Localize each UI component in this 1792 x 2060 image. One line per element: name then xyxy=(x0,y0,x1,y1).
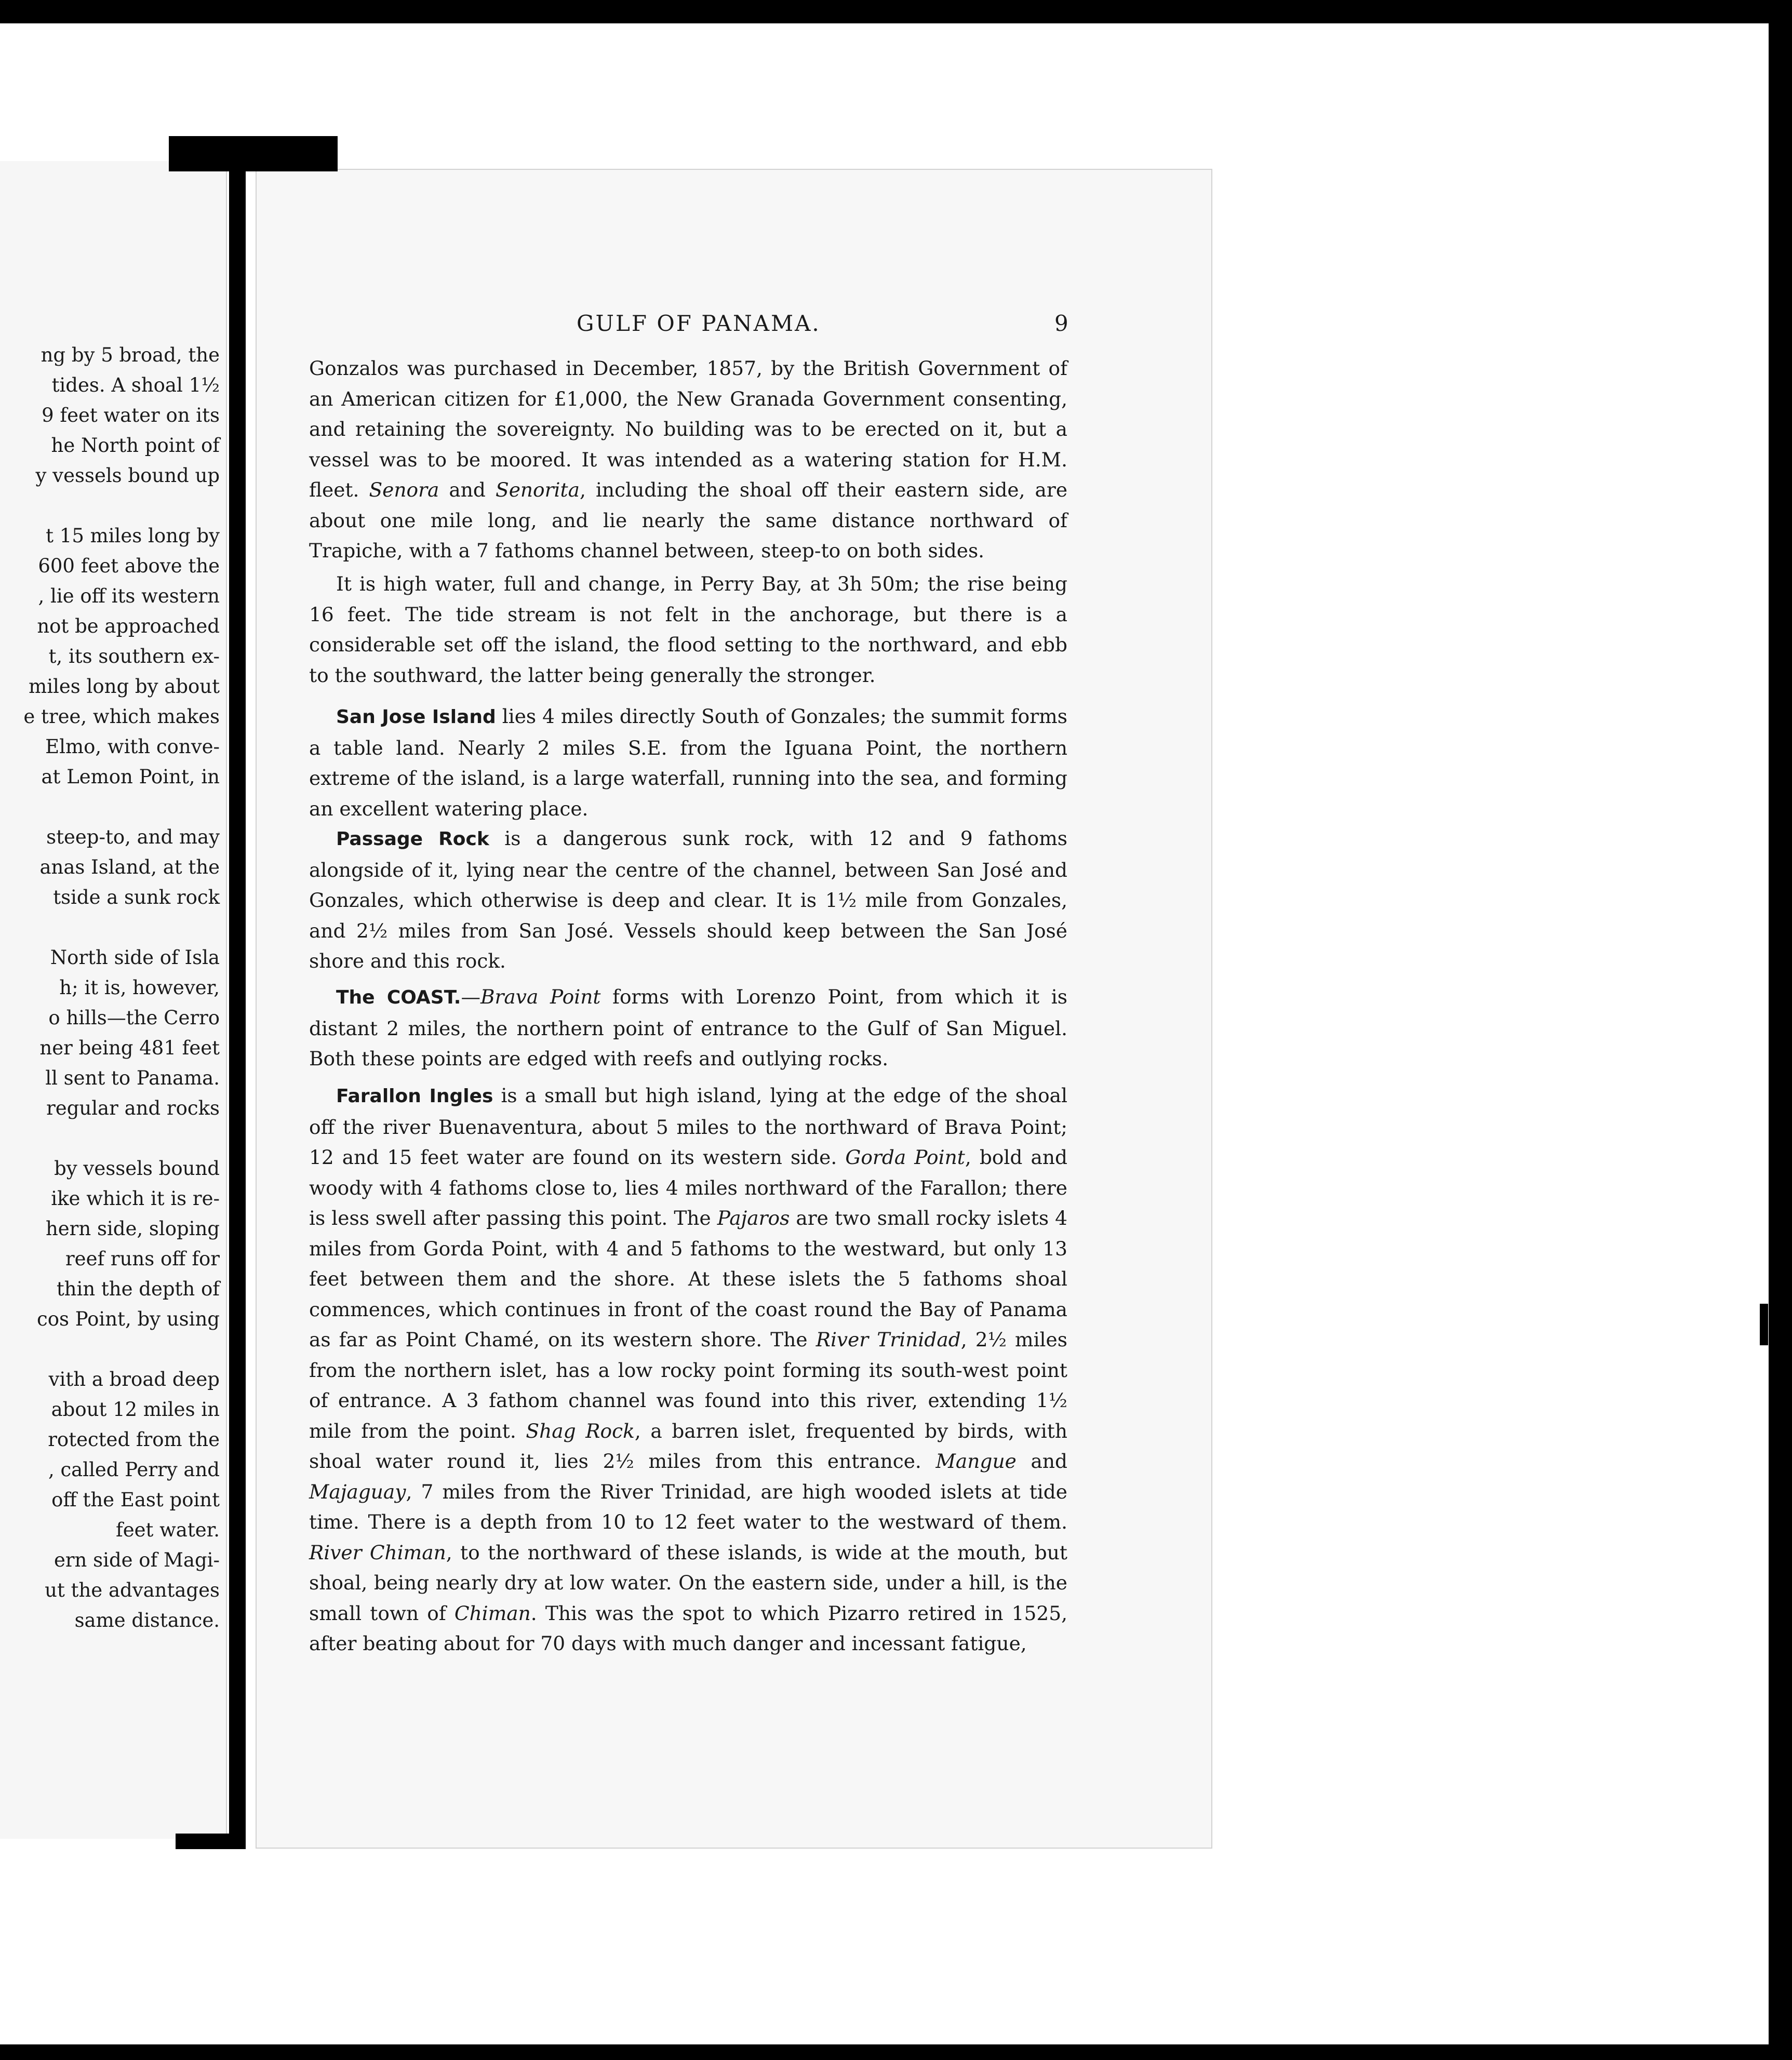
italic-name: River Trinidad xyxy=(815,1328,961,1351)
left-line: ern side of Magi- xyxy=(54,1549,220,1571)
left-line: ike which it is re- xyxy=(51,1187,220,1210)
left-line: t, its southern ex- xyxy=(48,645,220,667)
left-line: , called Perry and xyxy=(48,1459,220,1481)
left-line: not be approached xyxy=(37,615,220,637)
paragraph-text: lies 4 miles directly South of Gonzales; the summit forms a table land. Nearly 2 miles S.E. from the Iguana Point, the northern extreme of the island, is a large waterfall, running into the sea, and forming an excellent watering place. xyxy=(309,705,1067,820)
italic-name: Senorita xyxy=(496,478,580,501)
left-line: same distance. xyxy=(74,1609,220,1631)
left-line: hern side, sloping xyxy=(45,1218,220,1240)
paragraph-text: and xyxy=(1016,1450,1067,1473)
left-line: tside a sunk rock xyxy=(53,886,220,908)
italic-name: Majaguay xyxy=(309,1480,406,1503)
left-line: tides. A shoal 1½ xyxy=(51,374,220,396)
scan-border-top xyxy=(0,0,1792,23)
paragraph-text: . This was the spot to which Pizarro retired in 1525, after beating about for 70 days with much danger and incessant fatigue, xyxy=(309,1601,1068,1655)
left-line: steep-to, and may xyxy=(46,826,220,848)
left-line: cos Point, by using xyxy=(37,1308,220,1330)
left-line: ner being 481 feet xyxy=(39,1037,220,1059)
left-line: miles long by about xyxy=(29,675,220,698)
left-line: vith a broad deep xyxy=(48,1368,220,1390)
paragraph-text: forms with Lorenzo Point, from which it is distant 2 miles, the northern point of entrance to the Gulf of San Miguel. Both these points are edged with reefs and outlying rocks. xyxy=(309,985,1067,1070)
left-line: y vessels bound up xyxy=(35,464,220,487)
italic-name: Brava Point xyxy=(480,985,601,1008)
paragraph-text: , bold and woody with 4 fathoms close to, lies 4 miles northward of the Farallon; there is less swell after passing this point. The xyxy=(309,1146,1068,1229)
italic-name: Pajaros xyxy=(717,1207,790,1229)
binding-clip-top xyxy=(169,136,338,171)
paragraph-text: is a dangerous sunk rock, with 12 and 9 fathoms alongside of it, lying near the centre of the channel, between San José and Gonzales, which otherwise is deep and clear. It is 1½ mile from Gonzales, and 2½ miles from San José. Vessels should keep between the San José shore and this rock. xyxy=(309,827,1067,972)
left-line: about 12 miles in xyxy=(51,1398,220,1421)
left-line: thin the depth of xyxy=(56,1278,220,1300)
italic-name: Shag Rock xyxy=(526,1419,635,1442)
page-number: 9 xyxy=(1054,311,1068,336)
paragraph-coast xyxy=(309,982,1067,1074)
binding-clip-stem xyxy=(229,136,246,1849)
running-header: GULF OF PANAMA. xyxy=(577,311,821,336)
left-line: 600 feet above the xyxy=(38,555,220,577)
paragraph-text: , 2½ miles from the northern islet, has a low rocky point forming its south-west point of entrance. A 3 fathom channel was found into this river, extending 1½ mile from the point. xyxy=(309,1328,1067,1442)
paragraph-farallon xyxy=(309,1080,1067,1659)
paragraph-text: are two small rocky islets 4 miles from Gorda Point, with 4 and 5 fathoms to the westward, but only 13 feet between them and the shore. At these islets the 5 fathoms shoal commences, which continues in front of the coast round the Bay of Panama as far as Point Chamé, on its western shore. The xyxy=(309,1207,1067,1351)
paragraph-text: , including the shoal off their eastern side, are about one mile long, and lie nearly the same distance northward of Trapiche, with a 7 fathoms channel between, steep-to on both sides. xyxy=(309,478,1068,562)
italic-name: Chiman xyxy=(454,1601,531,1625)
italic-name: Mangue xyxy=(935,1450,1017,1473)
left-line: , lie off its western xyxy=(38,585,220,607)
scan-border-right xyxy=(1769,0,1792,2060)
scan-edge-mark xyxy=(1760,1304,1768,1345)
left-line: t 15 miles long by xyxy=(46,525,220,547)
left-line: North side of Isla xyxy=(50,946,220,969)
scan-border-bottom xyxy=(0,2044,1792,2060)
left-line: reef runs off for xyxy=(65,1248,220,1270)
left-line: rotected from the xyxy=(48,1428,220,1451)
left-line: off the East point xyxy=(51,1489,220,1511)
paragraph-text: and xyxy=(449,478,486,501)
left-line: Elmo, with conve- xyxy=(45,735,220,758)
left-line: ut the advantages xyxy=(45,1579,220,1601)
bold-term: The COAST. xyxy=(336,987,461,1008)
italic-name: River Chiman xyxy=(309,1541,446,1564)
bold-term: Farallon Ingles xyxy=(336,1086,493,1107)
paragraph-text: , to the northward of these islands, is wide at the mouth, but shoal, being nearly dry at low water. On the eastern side, under a hill, is the small town of xyxy=(309,1541,1068,1625)
paragraph-text: It is high water, full and change, in Perry Bay, at 3h 50m; the rise being 16 feet. The tide stream is not felt in the anchorage, but there is a considerable set off the island, the flood setting to the northward, and ebb to the southward, the latter being generally the stronger. xyxy=(309,572,1067,687)
left-line: o hills—the Cerro xyxy=(48,1007,220,1029)
left-line: at Lemon Point, in xyxy=(41,766,220,788)
paragraph-san-jose xyxy=(309,701,1067,824)
left-line: by vessels bound xyxy=(54,1157,220,1180)
bold-term: San Jose Island xyxy=(336,706,496,728)
left-line: ll sent to Panama. xyxy=(45,1067,220,1089)
left-line: regular and rocks xyxy=(46,1097,220,1119)
paragraph-text: is a small but high island, lying at the edge of the shoal off the river Buenaventura, about 5 miles to the northward of Brava Point; 12 and 15 feet water are found on its western side. xyxy=(309,1084,1068,1169)
paragraph-gonzalos xyxy=(309,353,1067,566)
italic-name: Gorda Point xyxy=(845,1146,965,1169)
paragraph-text: , 7 miles from the River Trinidad, are high wooded islets at tide time. There is a depth from 10 to 12 feet water to the westward of them. xyxy=(309,1480,1067,1533)
left-page-fragment xyxy=(0,161,227,1839)
left-line: e tree, which makes xyxy=(23,705,220,728)
italic-name: Senora xyxy=(369,478,439,501)
left-line: h; it is, however, xyxy=(59,977,220,999)
left-line: 9 feet water on its xyxy=(42,404,220,426)
left-line: he North point of xyxy=(51,434,220,457)
bold-term: Passage Rock xyxy=(336,828,489,850)
paragraph-text: Gonzalos was purchased in December, 1857, by the British Government of an American citizen for £1,000, the New Granada Government consenting, and retaining the sovereignty. No building was to be erected on it, but a vessel was to be moored. It was intended as a watering station for H.M. fleet. xyxy=(309,357,1067,501)
left-line: feet water. xyxy=(116,1519,220,1541)
left-line: anas Island, at the xyxy=(39,856,220,878)
left-line: ng by 5 broad, the xyxy=(41,344,220,366)
paragraph-passage-rock xyxy=(309,823,1067,977)
paragraph-tide xyxy=(309,569,1067,690)
paragraph-text: , a barren islet, frequented by birds, with shoal water round it, lies 2½ miles from this entrance. xyxy=(309,1419,1067,1473)
dash: — xyxy=(461,985,480,1008)
binding-clip-bottom xyxy=(176,1834,246,1849)
